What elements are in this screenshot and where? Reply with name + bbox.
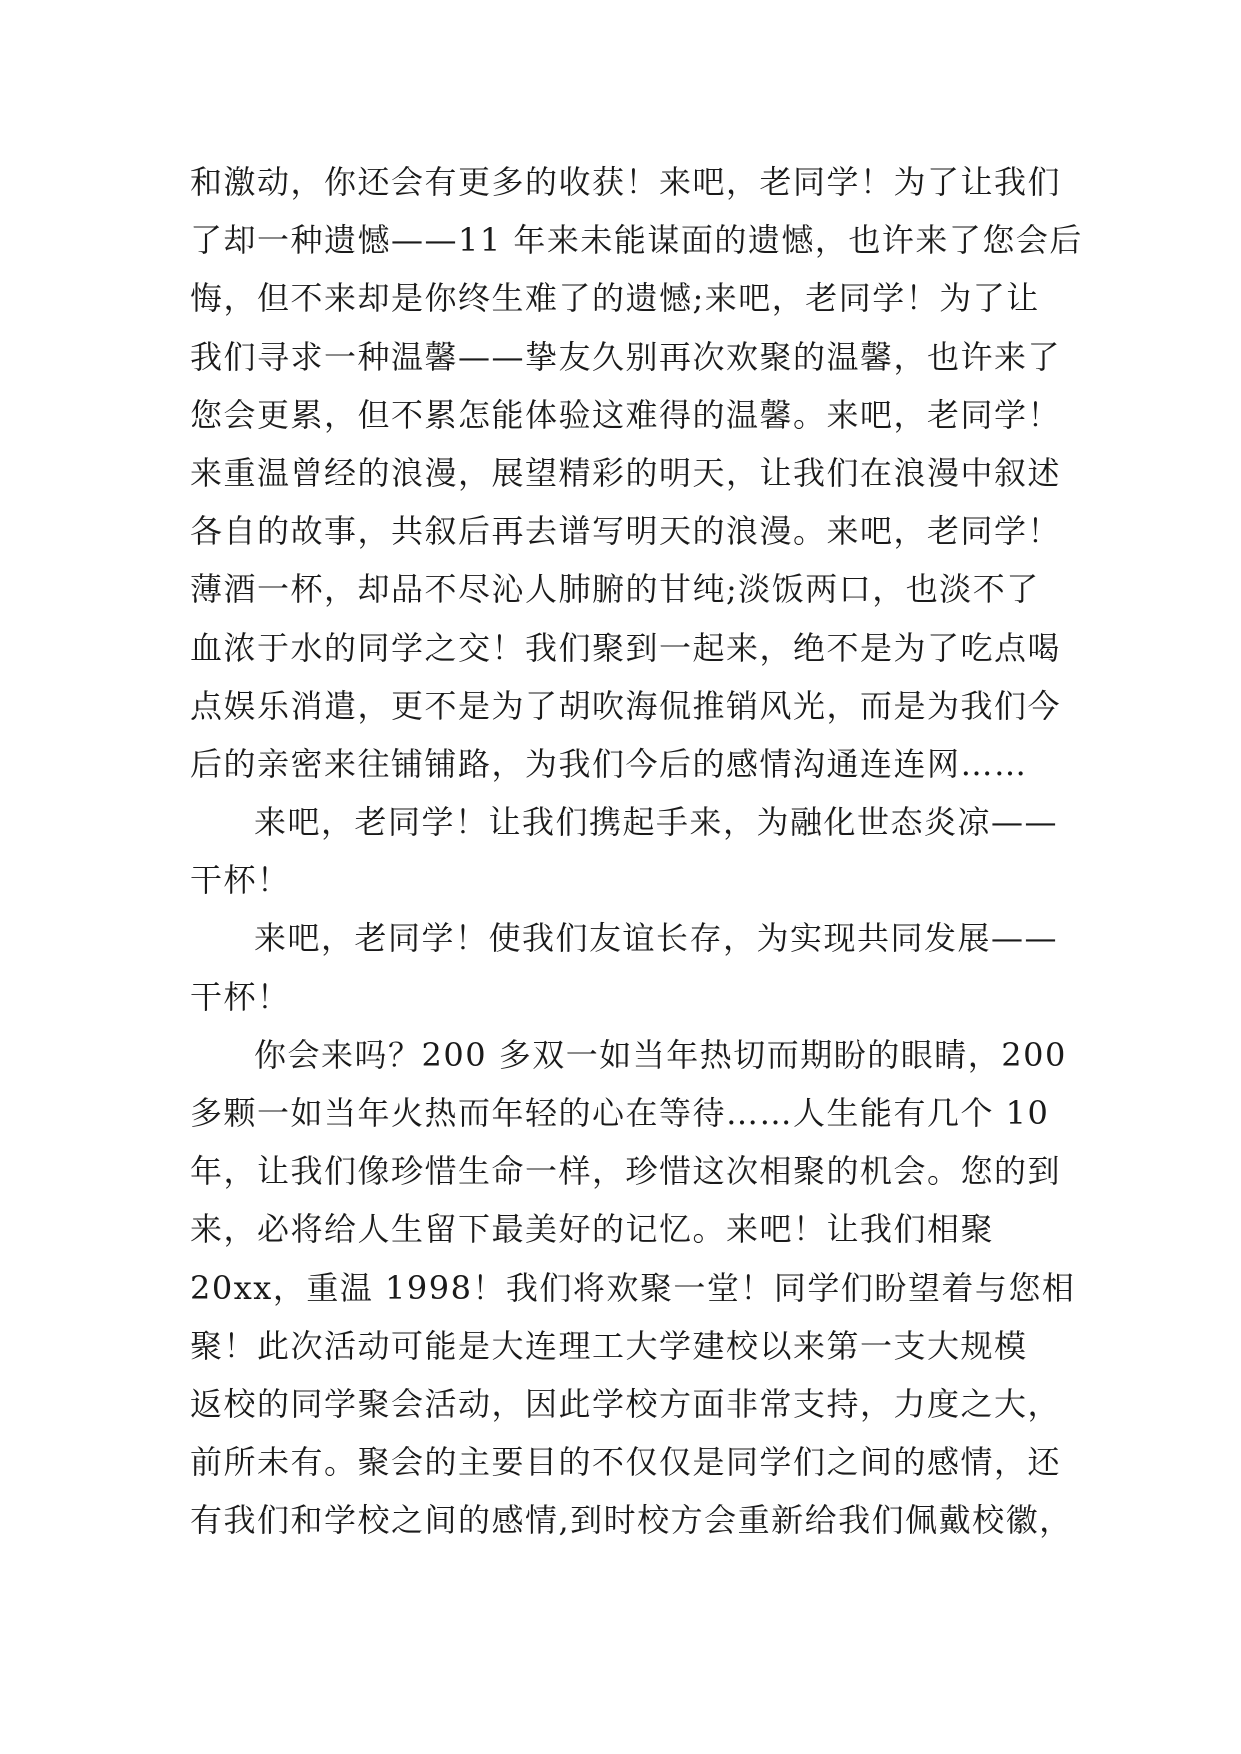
text-line: 血浓于水的同学之交！我们聚到一起来，绝不是为了吃点喝 — [190, 628, 1062, 667]
text-line: 您会更累，但不累怎能体验这难得的温馨。来吧，老同学！ — [190, 395, 1062, 434]
text-line: 返校的同学聚会活动，因此学校方面非常支持，力度之大， — [190, 1384, 1062, 1423]
paragraph-start-line: 来吧，老同学！使我们友谊长存，为实现共同发展—— — [254, 919, 1059, 958]
text-line: 干杯！ — [190, 977, 291, 1016]
text-line: 和激动，你还会有更多的收获！来吧，老同学！为了让我们 — [190, 163, 1062, 201]
text-line: 了却一种遗憾——11 年来未能谋面的遗憾，也许来了您会后 — [190, 221, 1083, 260]
text-line: 前所未有。聚会的主要目的不仅仅是同学们之间的感情，还 — [190, 1443, 1062, 1482]
text-line: 年，让我们像珍惜生命一样，珍惜这次相聚的机会。您的到 — [190, 1152, 1062, 1191]
text-line: 我们寻求一种温馨——挚友久别再次欢聚的温馨，也许来了 — [190, 337, 1062, 376]
document-body — [190, 162, 1083, 1559]
text-line: 聚！此次活动可能是大连理工大学建校以来第一支大规模 — [190, 1326, 1028, 1365]
text-line: 薄酒一杯，却品不尽沁人肺腑的甘纯;淡饭两口，也淡不了 — [190, 570, 1040, 609]
text-line: 有我们和学校之间的感情,到时校方会重新给我们佩戴校徽， — [190, 1501, 1073, 1540]
text-line: 后的亲密来往铺铺路，为我们今后的感情沟通连连网…… — [190, 744, 1028, 783]
paragraph-start-line: 你会来吗？200 多双一如当年热切而期盼的眼睛，200 — [254, 1035, 1067, 1074]
text-line: 各自的故事，共叙后再去谱写明天的浪漫。来吧，老同学！ — [190, 512, 1062, 551]
text-line: 来，必将给人生留下最美好的记忆。来吧！让我们相聚 — [190, 1210, 995, 1249]
text-line: 悔，但不来却是你终生难了的遗憾;来吧，老同学！为了让 — [190, 279, 1040, 318]
text-line: 干杯！ — [190, 861, 291, 900]
text-line: 来重温曾经的浪漫，展望精彩的明天，让我们在浪漫中叙述 — [190, 453, 1062, 492]
paragraph-start-line: 来吧，老同学！让我们携起手来，为融化世态炎凉—— — [254, 803, 1059, 842]
text-line: 点娱乐消遣，更不是为了胡吹海侃推销风光，而是为我们今 — [190, 686, 1062, 725]
text-line: 多颗一如当年火热而年轻的心在等待……人生能有几个 10 — [190, 1094, 1050, 1132]
text-line: 20xx，重温 1998！我们将欢聚一堂！同学们盼望着与您相 — [190, 1268, 1076, 1307]
